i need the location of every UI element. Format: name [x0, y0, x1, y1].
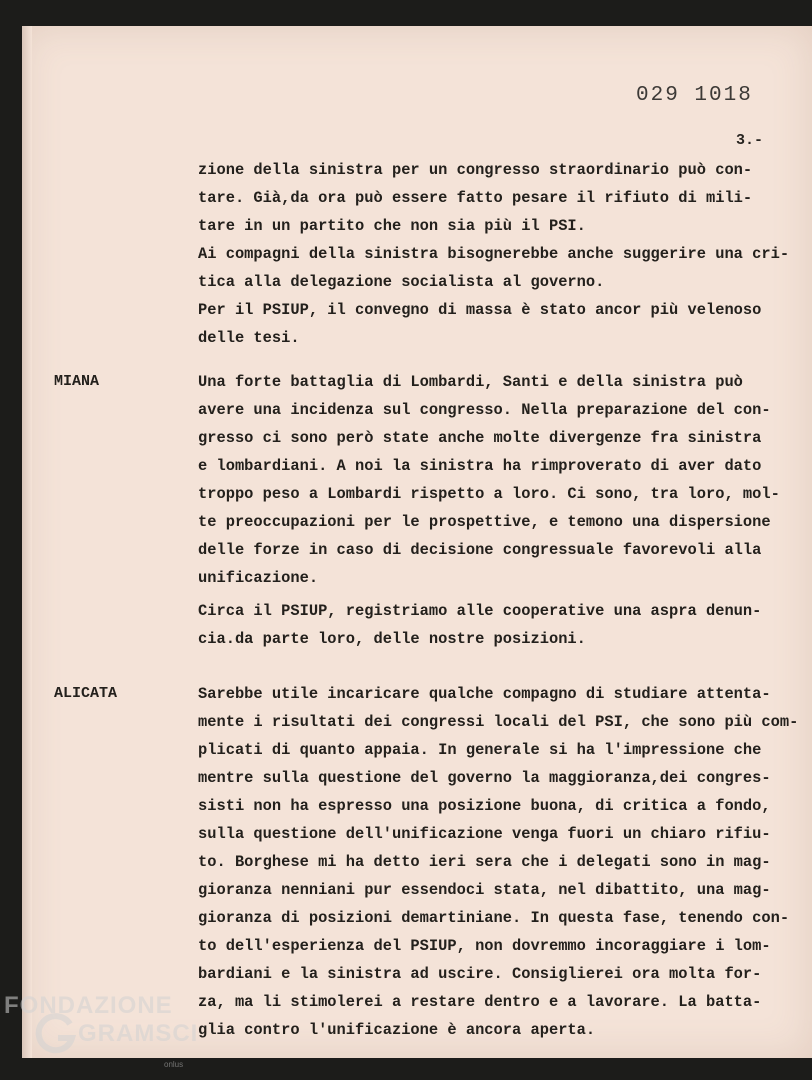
- text-line: tare in un partito che non sia più il PSI.: [198, 217, 586, 235]
- text-line: avere una incidenza sul congresso. Nella preparazione del con-: [198, 401, 771, 419]
- text-line: tica alla delegazione socialista al governo.: [198, 273, 605, 291]
- text-line: delle tesi.: [198, 329, 300, 347]
- text-line: sisti non ha espresso una posizione buona, di critica a fondo,: [198, 797, 771, 815]
- speaker-name-miana: MIANA: [54, 373, 100, 390]
- watermark-subtitle: GRAMSCI: [78, 1020, 199, 1047]
- text-line: plicati di quanto appaia. In generale si ha l'impressione che: [198, 741, 762, 759]
- page-edge-shadow: [22, 26, 32, 1058]
- text-line: gioranza nenniani pur essendoci stata, nel dibattito, una mag-: [198, 881, 771, 899]
- text-line: cia.da parte loro, delle nostre posizioni.: [198, 630, 586, 648]
- text-line: bardiani e la sinistra ad uscire. Consiglierei ora molta for-: [198, 965, 762, 983]
- text-line: mentre sulla questione del governo la maggioranza,dei congres-: [198, 769, 771, 787]
- text-line: tare. Già,da ora può essere fatto pesare il rifiuto di mili-: [198, 189, 753, 207]
- text-line: gioranza di posizioni demartiniane. In questa fase, tenendo con-: [198, 909, 790, 927]
- text-line: troppo peso a Lombardi rispetto a loro. Ci sono, tra loro, mol-: [198, 485, 780, 503]
- watermark-onlus: onlus: [164, 1060, 184, 1069]
- archive-number: 029 1018: [636, 84, 753, 107]
- text-line: sulla questione dell'unificazione venga fuori un chiaro rifiu-: [198, 825, 771, 843]
- text-line: gresso ci sono però state anche molte divergenze fra sinistra: [198, 429, 762, 447]
- text-line: Sarebbe utile incaricare qualche compagno di studiare attenta-: [198, 685, 771, 703]
- text-line: to. Borghese mi ha detto ieri sera che i delegati sono in mag-: [198, 853, 771, 871]
- text-line: e lombardiani. A noi la sinistra ha rimproverato di aver dato: [198, 457, 762, 475]
- text-line: za, ma li stimolerei a restare dentro e a lavorare. La batta-: [198, 993, 762, 1011]
- text-line: mente i risultati dei congressi locali del PSI, che sono più com-: [198, 713, 799, 731]
- page-number: 3.-: [736, 132, 764, 149]
- text-line: to dell'esperienza del PSIUP, non dovremmo incoraggiare i lom-: [198, 937, 771, 955]
- text-line: unificazione.: [198, 569, 319, 587]
- watermark-g-logo-icon: [34, 1012, 78, 1056]
- text-line: Per il PSIUP, il convegno di massa è stato ancor più velenoso: [198, 301, 762, 319]
- text-line: zione della sinistra per un congresso straordinario può con-: [198, 161, 753, 179]
- text-line: glia contro l'unificazione è ancora aperta.: [198, 1021, 596, 1039]
- text-line: Una forte battaglia di Lombardi, Santi e della sinistra può: [198, 373, 743, 391]
- watermark-title: FONDAZIONE: [4, 992, 173, 1019]
- text-line: te preoccupazioni per le prospettive, e temono una dispersione: [198, 513, 771, 531]
- text-line: delle forze in caso di decisione congressuale favorevoli alla: [198, 541, 762, 559]
- speaker-name-alicata: ALICATA: [54, 685, 118, 702]
- document-page: [22, 26, 812, 1058]
- text-line: Circa il PSIUP, registriamo alle cooperative una aspra denun-: [198, 602, 762, 620]
- text-line: Ai compagni della sinistra bisognerebbe anche suggerire una cri-: [198, 245, 790, 263]
